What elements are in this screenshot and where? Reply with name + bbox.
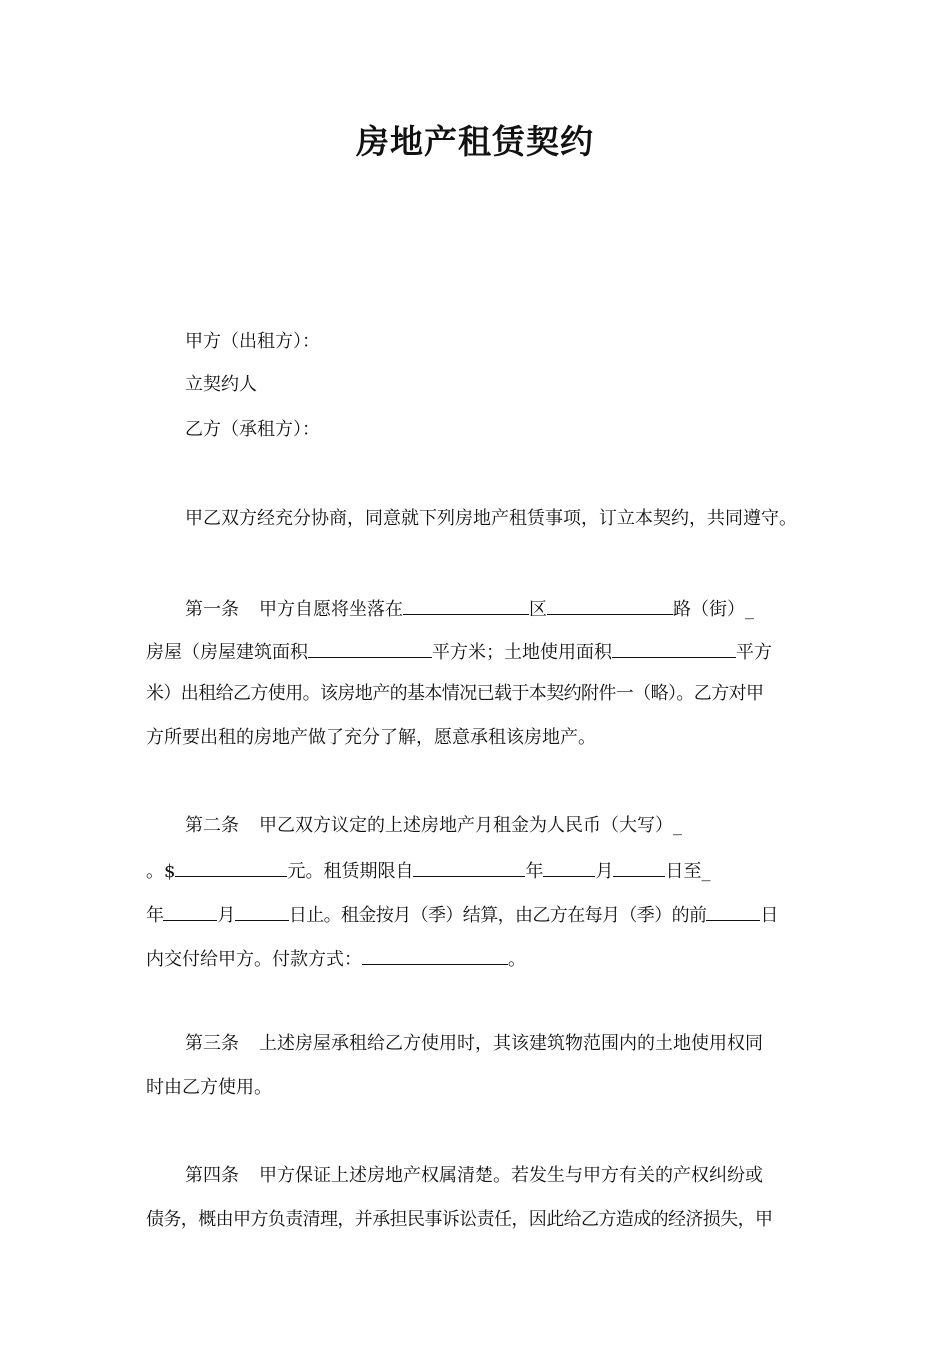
article1-text: 平方米；土地使用面积 [432,642,612,663]
article2-text: 。 [508,949,526,970]
article1-label: 第一条 [185,599,239,620]
article4-text: 甲方保证上述房地产权属清楚。若发生与甲方有关的产权纠纷或 [259,1165,763,1186]
article2-line4 [146,945,526,972]
blank-field [235,901,289,921]
blank-field [413,857,525,877]
signatory-line: 立契约人 [185,374,257,395]
article2-text: 月 [217,905,235,926]
article2-text: 年 [146,905,164,926]
article2-text: 月 [595,861,614,882]
party-a-line: 甲方（出租方）： [185,331,320,352]
blank-field [613,857,665,877]
article1-text: 房屋（房屋建筑面积 [146,642,308,663]
article2-text: 元。租赁期限自 [287,861,414,882]
article2-line3 [146,901,778,928]
article1-line1 [185,595,754,622]
article3-line2: 时由乙方使用。 [146,1077,272,1098]
article1-text: 路（街）_ [673,599,754,620]
article4-line1 [185,1164,763,1188]
blank-field [163,901,217,921]
party-b-line: 乙方（承租方）： [185,419,320,440]
article4-line2: 债务，概由甲方负责清理，并承担民事诉讼责任，因此给乙方造成的经济损失，甲 [146,1209,773,1230]
blank-field [543,857,595,877]
blank-field [403,595,529,615]
document-title: 房地产租赁契约 [356,122,594,161]
article1-line2 [146,638,772,665]
intro-paragraph: 甲乙双方经充分协商，同意就下列房地产租赁事项，订立本契约，共同遵守。 [185,508,797,529]
blank-field [362,945,508,965]
blank-field [308,638,432,658]
article2-text: 内交付给甲方。付款方式： [146,949,362,970]
blank-field [706,901,760,921]
article2-text: 甲乙双方议定的上述房地产月租金为人民币（大写）_ [259,815,682,836]
article3-line1 [185,1032,763,1056]
article2-text: 。$ [146,861,176,882]
article3-text: 上述房屋承租给乙方使用时，其该建筑物范围内的土地使用权同 [259,1033,763,1054]
article2-label: 第二条 [185,815,239,836]
article1-text: 甲方自愿将坐落在 [259,599,403,620]
blank-field [547,595,673,615]
article2-text: 日 [760,905,778,926]
article1-text: 平方 [736,642,772,663]
blank-field [612,638,736,658]
article2-text: 日至_ [665,861,711,882]
article1-line4: 方所要出租的房地产做了充分了解，愿意承租该房地产。 [146,727,596,748]
article1-line3: 米）出租给乙方使用。该房地产的基本情况已载于本契约附件一（略）。乙方对甲 [146,683,764,704]
article1-text: 区 [529,599,547,620]
article2-text: 年 [525,861,544,882]
article3-label: 第三条 [185,1033,239,1054]
article2-text: 日止。租金按月（季）结算，由乙方在每月（季）的前 [288,905,707,926]
article2-line1 [185,814,682,838]
article4-label: 第四条 [185,1165,239,1186]
blank-field [175,857,287,877]
article2-line2 [146,857,710,884]
